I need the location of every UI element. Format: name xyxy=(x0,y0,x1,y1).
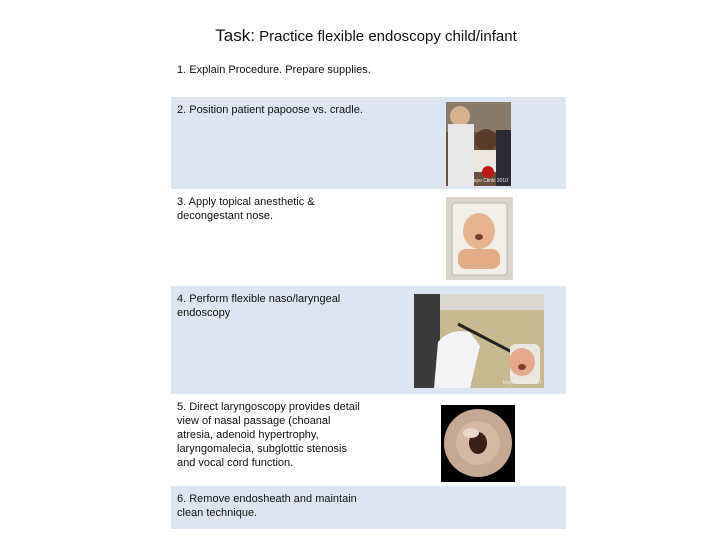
photo-caption: Mayo Clinic 2010 xyxy=(502,380,541,386)
step-4-text: 4. Perform flexible naso/laryngeal endoscopy xyxy=(177,293,341,319)
step-row-1 xyxy=(171,57,566,97)
step-row-6 xyxy=(171,486,566,529)
step-1-text: 1. Explain Procedure. Prepare supplies. xyxy=(177,64,371,76)
endoscopic-airway-view-photo xyxy=(441,405,515,482)
clinician-holding-infant-photo xyxy=(446,102,511,186)
step-2-text: 2. Position patient papoose vs. cradle. xyxy=(177,104,363,116)
title-text: Practice flexible endoscopy child/infant xyxy=(254,28,517,45)
gloved-hands-endoscope-photo xyxy=(414,294,544,388)
title-lead: Task: xyxy=(215,26,255,45)
step-6-text: 6. Remove endosheath and maintain clean technique. xyxy=(177,493,357,519)
step-3-text: 3. Apply topical anesthetic & decongestant nose. xyxy=(177,196,315,222)
step-5-text: 5. Direct laryngoscopy provides detail view of nasal passage (choanal atresia, adenoid hypertrophy, laryngomalecia, subglottic stenosis and vocal cord function. xyxy=(177,401,360,469)
page-title xyxy=(0,26,720,47)
infant-manikin-head-photo xyxy=(446,197,513,280)
photo-caption: Mayo Clinic 2010 xyxy=(469,178,508,184)
